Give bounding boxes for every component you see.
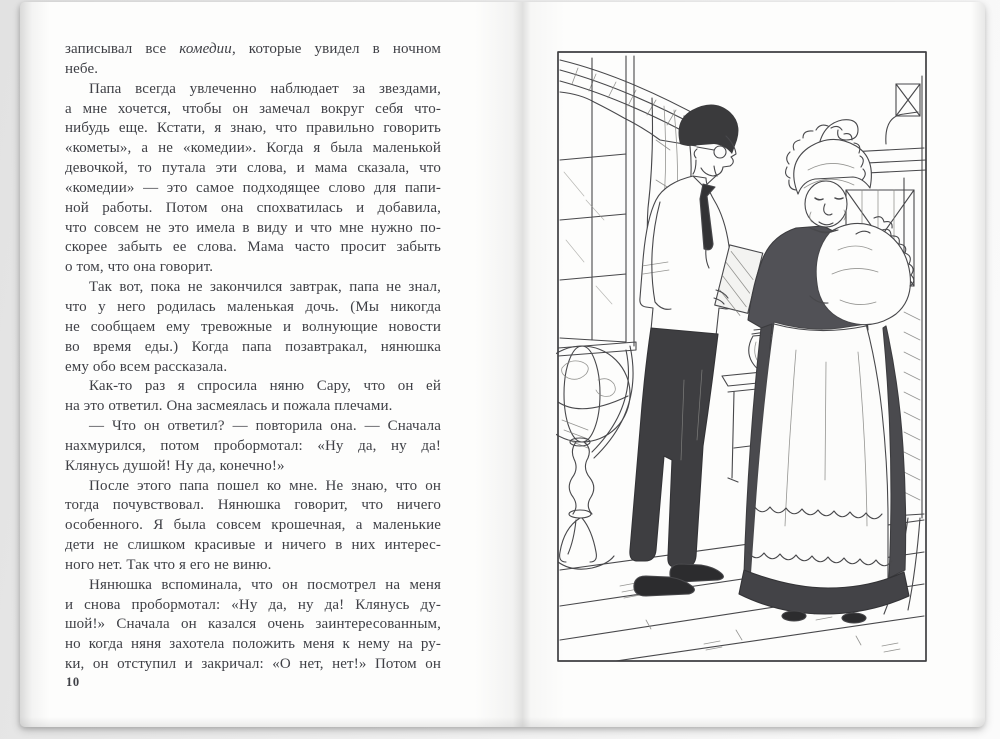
text-line: девочкой, то путала эти слова, и мама сказала, что	[65, 160, 441, 177]
text-line: что у него родилась маленькая дочь. (Мы никогда	[65, 298, 441, 315]
text-line: и снова пробормотал: «Ну да, ну да! Клянусь ду-	[65, 596, 441, 613]
text-line: нибудь еще. Кстати, я знаю, что правильно говорить	[65, 120, 441, 137]
text-line: Так вот, пока не закончился завтрак, папа не знал,	[89, 279, 441, 296]
text-line: а мне хочется, чтобы он замечал вокруг себя что-	[65, 100, 441, 117]
text-line	[65, 40, 441, 60]
book-gutter	[475, 2, 565, 727]
text-segment: , которые увидел в ночном	[231, 41, 441, 57]
father-figure	[630, 104, 763, 596]
text-line: «комедии» — это самое подходящее слово для папи-	[65, 179, 441, 196]
text-line: шой!» Сначала он казался очень заинтересованным,	[65, 616, 441, 633]
text-line: скорее забыть ее слова. Мама часто просит забыть	[65, 239, 441, 256]
page-edge-right	[971, 2, 985, 727]
text-line: что совсем не это имела в виду и что мне нужно по-	[65, 219, 441, 236]
text-line: Папа всегда увлеченно наблюдает за звездами,	[89, 80, 441, 97]
text-line: не сообщаем ему тревожные и волнующие новости	[65, 318, 441, 335]
text-line: ной работы. Потом она спохватилась и добавила,	[65, 199, 441, 216]
text-line: но когда няня захотела положить меня к нему на ру-	[65, 636, 441, 653]
text-line: Как-то раз я спросила няню Сару, что он ей	[89, 378, 441, 395]
nanny-head	[786, 125, 872, 233]
text-line: Клянусь душой! Ну да, конечно!»	[65, 457, 285, 474]
text-segment: записывал все	[65, 41, 180, 57]
text-line: небе.	[65, 60, 99, 77]
text-line: во время еды.) Когда папа позавтракал, нянюшка	[65, 338, 441, 355]
globe	[556, 342, 636, 569]
page-edge-bottom	[20, 717, 985, 727]
text-line: особенного. Я была совсем крошечная, а маленькие	[65, 517, 441, 534]
text-line: тогда почувствовал. Нянюшка говорит, что ничего	[65, 497, 441, 514]
baby-bundle	[816, 217, 914, 325]
text-line: дети не слишком красивые и ничего в них интерес-	[65, 537, 441, 554]
text-column	[65, 40, 441, 675]
text-line: нахмурился, потом пробормотал: «Ну да, ну да!	[65, 437, 441, 454]
nanny-figure	[739, 125, 914, 623]
text-line: ки, он отступил и закричал: «О нет, нет!» Потом он	[65, 656, 441, 673]
text-line: на это ответил. Она засмеялась и пожала плечами.	[65, 398, 393, 415]
text-line: о том, что она говорит.	[65, 259, 214, 276]
text-line: Нянюшка вспоминала, что он посмотрел на меня	[89, 576, 441, 593]
text-line: ного нет. Так что я его не виню.	[65, 556, 272, 573]
text-line: — Что он ответил? — повторила она. — Сначала	[89, 418, 441, 435]
text-line: ему обо всем рассказала.	[65, 358, 228, 375]
page-number: 10	[66, 675, 80, 689]
page-edge-left	[20, 2, 50, 727]
text-line: «кометы», а не «комедии». Когда я была маленькой	[65, 140, 441, 157]
text-line: После этого папа пошел ко мне. Не знаю, что он	[89, 477, 441, 494]
illustration	[556, 50, 928, 663]
italic-text: комедии	[179, 41, 232, 57]
